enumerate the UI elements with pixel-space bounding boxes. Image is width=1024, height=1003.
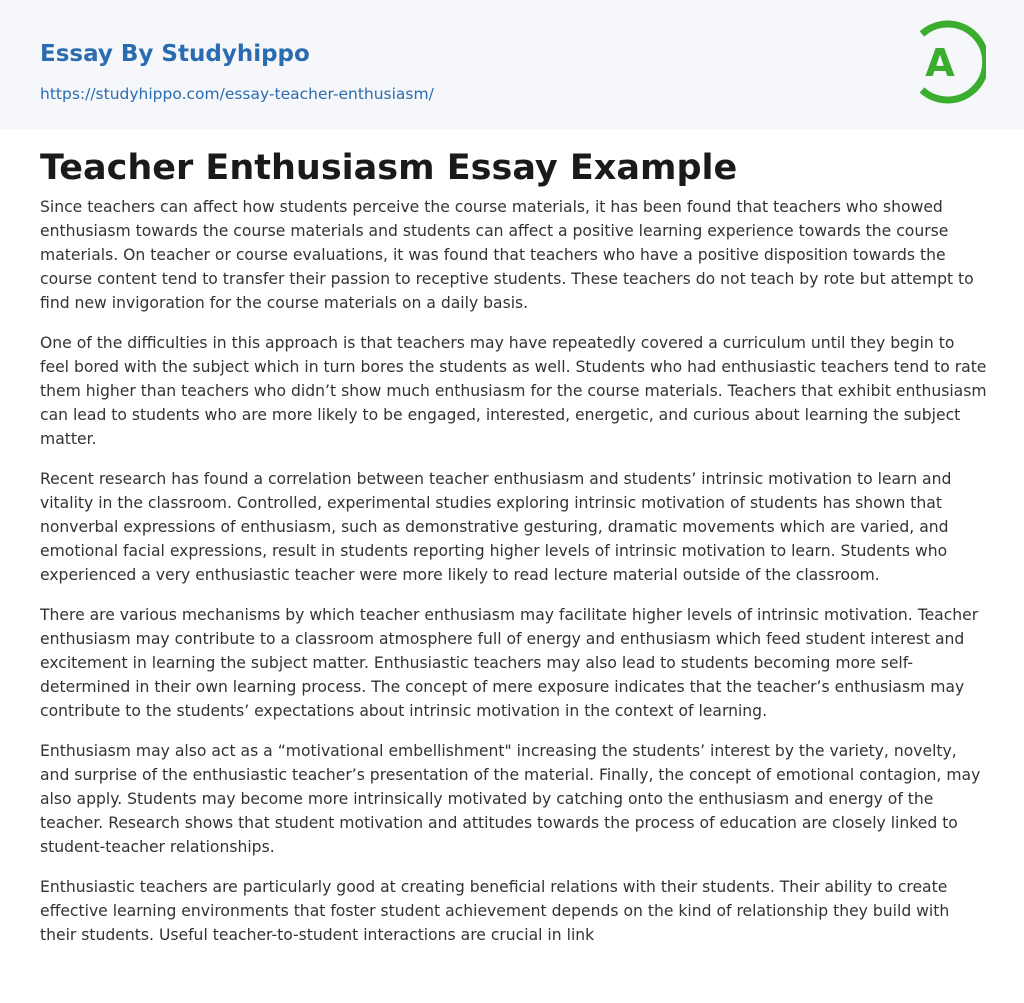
article bbox=[40, 129, 988, 963]
paragraph-3: Recent research has found a correlation between teacher enthusiasm and students’ intrinsic motivation to learn and vitality in the classroom. Controlled, experimental studies exploring intrinsic motivation of students has shown that nonverbal expressions of enthusiasm, such as demonstrative gesturing, dramatic movements which are varied, and emotional facial expressions, result in students reporting higher levels of intrinsic motivation to learn. Students who experienced a very enthusiastic teacher were more likely to read lecture material outside of the classroom. bbox=[40, 470, 952, 584]
source-url-link[interactable]: https://studyhippo.com/essay-teacher-enthusiasm/ bbox=[40, 85, 434, 103]
studyhippo-logo-icon[interactable] bbox=[912, 20, 986, 104]
paragraph-2: One of the difficulties in this approach is that teachers may have repeatedly covered a curriculum until they begin to feel bored with the subject which in turn bores the students as well. Students who had enthusiastic teachers tend to rate them higher than teachers who didn’t show much enthusiasm for the course materials. Teachers that exhibit enthusiasm can lead to students who are more likely to be engaged, interested, energetic, and curious about learning the subject matter. bbox=[40, 334, 987, 448]
paragraph-1: Since teachers can affect how students perceive the course materials, it has been found that teachers who showed enthusiasm towards the course materials and students can affect a positive learning experience towards the course materials. On teacher or course evaluations, it was found that teachers who have a positive disposition towards the course content tend to transfer their passion to receptive students. These teachers do not teach by rote but attempt to find new invigoration for the course materials on a daily basis. bbox=[40, 198, 974, 312]
site-brand[interactable]: Essay By Studyhippo bbox=[40, 41, 310, 67]
page-title: Teacher Enthusiasm Essay Example bbox=[40, 148, 738, 188]
site-header bbox=[0, 0, 1024, 129]
paragraph-6: Enthusiastic teachers are particularly good at creating beneficial relations with their students. Their ability to create effective learning environments that foster student achievement depends on the kind of relationship they build with their students. Useful teacher-to-student interactions are crucial in link bbox=[40, 878, 950, 944]
paragraph-4: There are various mechanisms by which teacher enthusiasm may facilitate higher levels of intrinsic motivation. Teacher enthusiasm may contribute to a classroom atmosphere full of energy and enthusiasm which feed student interest and excitement in learning the subject matter. Enthusiastic teachers may also lead to students becoming more self-determined in their own learning process. The concept of mere exposure indicates that the teacher’s enthusiasm may contribute to the students’ expectations about intrinsic motivation in the context of learning. bbox=[40, 606, 979, 720]
logo-letter: A bbox=[925, 41, 955, 85]
paragraph-5: Enthusiasm may also act as a “motivational embellishment" increasing the students’ interest by the variety, novelty, and surprise of the enthusiastic teacher’s presentation of the material. Finally, the concept of emotional contagion, may also apply. Students may become more intrinsically motivated by catching onto the enthusiasm and energy of the teacher. Research shows that student motivation and attitudes towards the process of education are closely linked to student-teacher relationships. bbox=[40, 742, 981, 856]
